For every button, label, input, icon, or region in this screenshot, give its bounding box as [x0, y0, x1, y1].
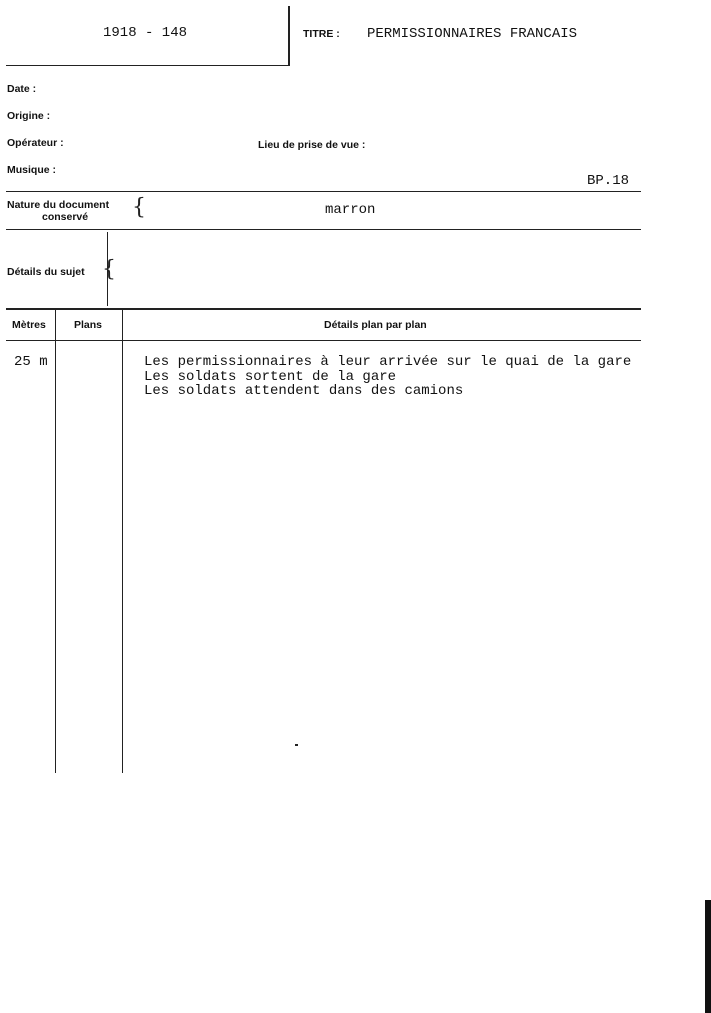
header-metres: Mètres — [12, 319, 46, 331]
row-detail-line: Les permissionnaires à leur arrivée sur le quai de la gare — [144, 354, 632, 370]
origine-label: Origine : — [7, 110, 51, 122]
title-value: PERMISSIONNAIRES FRANCAIS — [367, 26, 578, 42]
table-col-divider-1 — [55, 310, 56, 773]
row-detail-line: Les soldats attendent dans des camions — [144, 383, 464, 399]
scan-edge — [705, 900, 711, 1013]
header-plans: Plans — [74, 319, 103, 331]
header-box-bottom-border — [6, 65, 290, 66]
header-details: Détails plan par plan — [324, 319, 427, 331]
table-top-rule — [6, 308, 641, 310]
lieu-label: Lieu de prise de vue : — [258, 139, 366, 151]
nature-value: marron — [325, 202, 376, 218]
archive-code: BP.18 — [587, 173, 630, 189]
details-sujet-label: Détails du sujet — [7, 266, 85, 278]
nature-bottom-rule — [6, 229, 641, 230]
nature-label-line1: Nature du document — [7, 199, 110, 211]
title-label: TITRE : — [303, 28, 340, 40]
nature-label-line2: conservé — [42, 211, 89, 223]
nature-top-rule — [6, 191, 641, 192]
row-detail-line: Les soldats sortent de la gare — [144, 369, 397, 385]
operateur-label: Opérateur : — [7, 137, 64, 149]
reference-number: 1918 - 148 — [103, 25, 188, 41]
header-box-right-border — [288, 6, 290, 66]
musique-label: Musique : — [7, 164, 56, 176]
scan-mark — [295, 744, 298, 746]
table-col-divider-2 — [122, 310, 123, 773]
details-brace: { — [102, 257, 116, 282]
table-header-rule — [6, 340, 641, 341]
row-metres: 25 m — [14, 354, 48, 370]
date-label: Date : — [7, 83, 37, 95]
nature-brace: { — [132, 195, 146, 220]
